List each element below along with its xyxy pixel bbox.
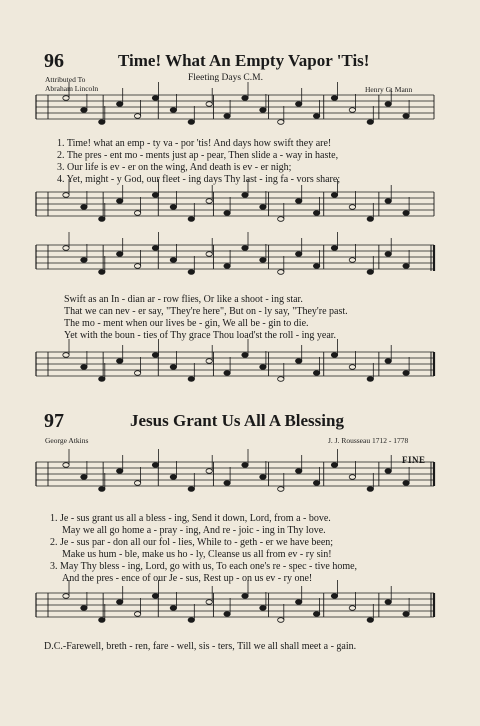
notehead [134, 264, 140, 269]
notehead [152, 353, 158, 358]
notehead [224, 211, 230, 216]
notehead [99, 487, 105, 492]
notehead [367, 120, 373, 125]
notehead [403, 114, 409, 119]
notehead [403, 211, 409, 216]
notehead [403, 264, 409, 269]
notehead [331, 594, 337, 599]
notehead [296, 102, 302, 107]
notehead [349, 258, 355, 263]
notehead [99, 377, 105, 382]
notehead [99, 618, 105, 623]
notehead [260, 108, 266, 113]
notehead [260, 475, 266, 480]
lyric-line: And the pres - ence of our Je - sus, Rest up - on us ev - ry one! [62, 573, 313, 584]
notehead [117, 199, 123, 204]
notehead [403, 481, 409, 486]
notehead [367, 270, 373, 275]
da-capo-line: D.C.-Farewell, breth - ren, fare - well, sis - ters, Till we all shall meet a - gain. [44, 641, 357, 652]
notehead [224, 264, 230, 269]
lyric-line: 1. Time! what an emp - ty va - por 'tis! And days how swift they are! [57, 138, 332, 149]
notehead [349, 606, 355, 611]
notehead [188, 270, 194, 275]
lyric-line: 3. Our life is ev - er on the wing, And death is ev - er nigh; [57, 162, 292, 173]
notehead [170, 606, 176, 611]
notehead [260, 365, 266, 370]
notehead [63, 246, 69, 251]
lyric-line: Swift as an In - dian ar - row flies, Or like a shoot - ing star. [64, 294, 303, 305]
notehead [242, 594, 248, 599]
notehead [63, 353, 69, 358]
notehead [152, 246, 158, 251]
notehead [313, 371, 319, 376]
notehead [152, 594, 158, 599]
notehead [242, 463, 248, 468]
notehead [242, 353, 248, 358]
lyricist: George Atkins [45, 436, 89, 445]
notehead [99, 217, 105, 222]
lyric-line: 2. The pres - ent mo - ments just ap - pear, Then slide a - way in haste, [57, 150, 339, 161]
notehead [278, 377, 284, 382]
composer: Henry G. Mann [365, 85, 413, 94]
notehead [134, 114, 140, 119]
notehead [206, 199, 212, 204]
notehead [403, 612, 409, 617]
notehead [117, 359, 123, 364]
notehead [188, 487, 194, 492]
notehead [385, 469, 391, 474]
notehead [349, 475, 355, 480]
hymn-title: Jesus Grant Us All A Blessing [130, 411, 344, 430]
notehead [81, 606, 87, 611]
notehead [296, 252, 302, 257]
notehead [313, 114, 319, 119]
notehead [134, 211, 140, 216]
notehead [260, 258, 266, 263]
notehead [206, 102, 212, 107]
notehead [188, 217, 194, 222]
lyric-line: 4. Yet, might - y God, our fleet - ing days Thy last - ing fa - vors share; [57, 174, 341, 185]
notehead [81, 258, 87, 263]
lyric-line: The mo - ment when our lives be - gin, We all be - gin to die. [64, 318, 309, 329]
notehead [188, 377, 194, 382]
notehead [242, 246, 248, 251]
notehead [331, 96, 337, 101]
lyric-line: Yet with the boun - ties of Thy grace Thou load'st the roll - ing year. [64, 330, 337, 341]
notehead [63, 594, 69, 599]
notehead [81, 108, 87, 113]
notehead [331, 193, 337, 198]
hymn-title: Time! What An Empty Vapor 'Tis! [118, 51, 370, 70]
notehead [117, 600, 123, 605]
notehead [296, 469, 302, 474]
notehead [63, 463, 69, 468]
lyric-line: May we all go home a - pray - ing, And re - joic - ing in Thy love. [62, 525, 326, 536]
tune-name: Fleeting Days C.M. [188, 73, 263, 83]
notehead [313, 264, 319, 269]
notehead [224, 612, 230, 617]
notehead [260, 205, 266, 210]
notehead [134, 612, 140, 617]
notehead [188, 120, 194, 125]
notehead [81, 475, 87, 480]
lyric-line: 3. May Thy bless - ing, Lord, go with us, To each one's re - spec - tive home, [50, 561, 358, 572]
notehead [242, 96, 248, 101]
notehead [349, 108, 355, 113]
notehead [296, 199, 302, 204]
notehead [81, 365, 87, 370]
notehead [170, 365, 176, 370]
hymn-number: 96 [44, 50, 64, 72]
notehead [152, 96, 158, 101]
notehead [313, 211, 319, 216]
notehead [99, 120, 105, 125]
notehead [367, 217, 373, 222]
notehead [206, 469, 212, 474]
lyric-line: 1. Je - sus grant us all a bless - ing, Send it down, Lord, from a - bove. [50, 513, 331, 524]
fine-marking: FINE [402, 455, 426, 465]
notehead [278, 487, 284, 492]
notehead [278, 120, 284, 125]
notehead [206, 600, 212, 605]
notehead [188, 618, 194, 623]
notehead [331, 246, 337, 251]
lyric-line: Make us hum - ble, make us ho - ly, Cleanse us all from ev - ry sin! [62, 549, 332, 560]
notehead [99, 270, 105, 275]
notehead [170, 258, 176, 263]
notehead [117, 102, 123, 107]
notehead [403, 371, 409, 376]
notehead [117, 469, 123, 474]
hymn-number: 97 [44, 410, 64, 432]
notehead [331, 463, 337, 468]
notehead [134, 481, 140, 486]
notehead [63, 96, 69, 101]
notehead [349, 205, 355, 210]
notehead [170, 205, 176, 210]
notehead [278, 270, 284, 275]
attribution-label: Attributed To [45, 75, 86, 84]
notehead [206, 359, 212, 364]
notehead [385, 102, 391, 107]
notehead [313, 612, 319, 617]
notehead [367, 487, 373, 492]
notehead [206, 252, 212, 257]
notehead [313, 481, 319, 486]
composer: J. J. Rousseau 1712 - 1778 [328, 436, 409, 445]
notehead [331, 353, 337, 358]
notehead [170, 108, 176, 113]
notehead [296, 600, 302, 605]
notehead [385, 600, 391, 605]
notehead [278, 618, 284, 623]
lyric-line: 2. Je - sus par - don all our fol - lies, While to - geth - er we have been; [50, 537, 334, 548]
lyric-line: That we can nev - er say, "They're here", But on - ly say, "They're past. [64, 306, 348, 317]
notehead [224, 114, 230, 119]
notehead [117, 252, 123, 257]
notehead [81, 205, 87, 210]
notehead [224, 481, 230, 486]
notehead [134, 371, 140, 376]
notehead [152, 193, 158, 198]
notehead [385, 252, 391, 257]
notehead [367, 618, 373, 623]
notehead [242, 193, 248, 198]
notehead [170, 475, 176, 480]
notehead [260, 606, 266, 611]
notehead [385, 199, 391, 204]
notehead [152, 463, 158, 468]
notehead [224, 371, 230, 376]
notehead [385, 359, 391, 364]
lyricist: Abraham Lincoln [45, 84, 99, 93]
notehead [349, 365, 355, 370]
notehead [367, 377, 373, 382]
notehead [296, 359, 302, 364]
notehead [63, 193, 69, 198]
notehead [278, 217, 284, 222]
